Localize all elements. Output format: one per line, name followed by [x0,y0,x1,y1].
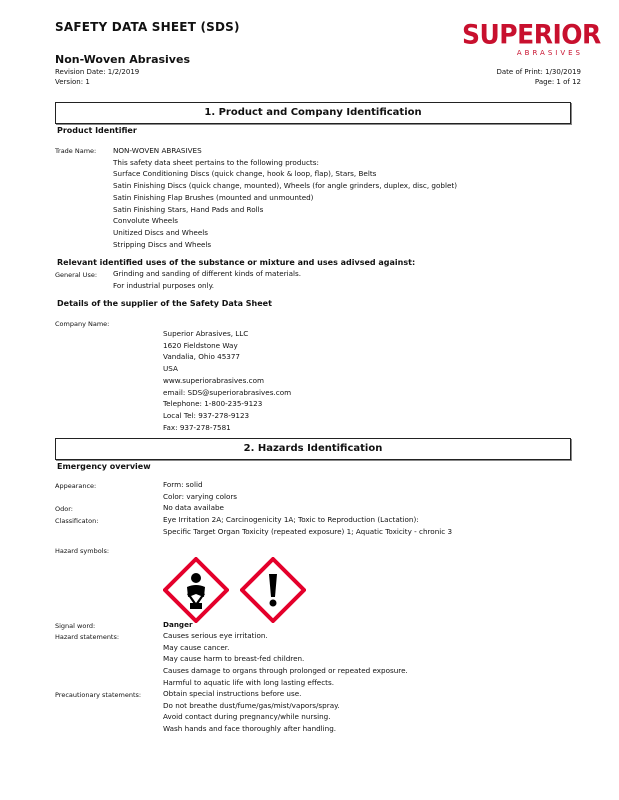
section-2-title: 2. Hazards Identification [55,438,571,460]
signal-word-label: Signal word: [55,622,96,630]
supplier-heading: Details of the supplier of the Safety Data Sheet [57,299,272,308]
print-date: Date of Print: 1/30/2019 [496,68,581,76]
general-use-list [113,268,301,291]
page-number: Page: 1 of 12 [534,77,581,86]
trade-name-line: NON-WOVEN ABRASIVES [113,146,202,155]
version: Version: 1 [55,77,90,86]
appearance-label: Appearance: [55,482,97,490]
trade-name-line: Satin Finishing Discs (quick change, mounted), Wheels (for angle grinders, duplex, disc, goblet) [113,181,457,191]
trade-name-line: Surface Conditioning Discs (quick change, hook & loop, flap), Stars, Belts [113,169,377,179]
print-info [496,68,581,87]
section-1-title: 1. Product and Company Identification [55,102,571,124]
trade-name-line: Satin Finishing Flap Brushes (mounted and unmounted) [113,192,314,202]
company-detail-line: Local Tel: 937-278-9123 [163,410,250,420]
health-hazard-icon [163,557,229,623]
hazard-statement: May cause harm to breast-fed children. [163,654,305,664]
classification-line: Specific Target Organ Toxicity (repeated exposure) 1; Aquatic Toxicity - chronic 3 [163,526,453,536]
general-use-line: Grinding and sanding of different kinds of materials. [113,269,302,278]
company-detail-line: Vandalia, Ohio 45377 [163,352,241,362]
precautionary-statement: Wash hands and face thoroughly after handling. [163,724,337,734]
logo-sub: ABRASIVES [516,49,583,57]
trade-name-line: This safety data sheet pertains to the following products: [113,157,319,167]
classification-line: Eye Irritation 2A; Carcinogenicity 1A; Toxic to Reproduction (Lactation): [163,515,419,524]
emergency-overview-heading: Emergency overview [57,462,151,471]
revision-date: Revision Date: 1/2/2019 [55,68,140,76]
general-use-label: General Use: [55,271,98,279]
appearance-line: Form: solid [163,480,203,489]
classification-values [163,514,452,537]
company-detail-line: 1620 Fieldstone Way [163,340,238,350]
precautionary-statements-label: Precautionary statements: [55,691,142,699]
classification-label: Classificaton: [55,517,99,525]
appearance-values [163,479,237,502]
trade-name-line: Stripping Discs and Wheels [113,239,212,249]
trade-name-line: Unitized Discs and Wheels [113,227,208,237]
superior-logo [462,19,601,57]
hazard-statement: Harmful to aquatic life with long lasting effects. [163,677,335,687]
hazard-statements-list [163,630,408,689]
trade-name-line: Satin Finishing Stars, Hand Pads and Rolls [113,204,264,214]
company-detail-line: USA [163,364,178,374]
document-type: SAFETY DATA SHEET (SDS) [55,20,240,34]
hazard-symbols-label: Hazard symbols: [55,547,110,555]
signal-word-value: Danger [163,620,193,629]
precautionary-statement: Obtain special instructions before use. [163,689,302,698]
hazard-statements-label: Hazard statements: [55,633,120,641]
exclamation-mark-icon [240,557,306,623]
hazard-statement: Causes serious eye irritation. [163,631,268,640]
odor-label: Odor: [55,505,73,513]
product-identifier-heading: Product Identifier [57,126,137,135]
precautionary-statement: Do not breathe dust/fume/gas/mist/vapors/spray. [163,700,340,710]
company-detail-line: Superior Abrasives, LLC [163,329,249,338]
company-detail-line: Telephone: 1-800-235-9123 [163,399,263,409]
trade-name-list [113,145,457,250]
product-title: Non-Woven Abrasives [55,53,190,66]
company-label: Company Name: [55,320,110,328]
odor-value: No data availabe [163,503,224,512]
logo-word: SUPERIOR [462,19,601,50]
precautionary-statement: Avoid contact during pregnancy/while nursing. [163,712,331,722]
precautionary-statements-list [163,688,340,735]
company-detail-line: email: SDS@superiorabrasives.com [163,387,292,397]
company-detail-line: www.superiorabrasives.com [163,375,264,385]
revision-info [55,68,139,87]
uses-heading: Relevant identified uses of the substance or mixture and uses adivsed against: [57,258,416,267]
general-use-line: For industrial purposes only. [113,280,215,290]
company-details [163,328,291,433]
trade-name-line: Convolute Wheels [113,216,178,226]
hazard-statement: May cause cancer. [163,642,230,652]
hazard-statement: Causes damage to organs through prolonged or repeated exposure. [163,666,408,676]
trade-name-label: Trade Name: [55,147,97,155]
appearance-line: Color: varying colors [163,491,238,501]
company-detail-line: Fax: 937-278-7581 [163,422,231,432]
